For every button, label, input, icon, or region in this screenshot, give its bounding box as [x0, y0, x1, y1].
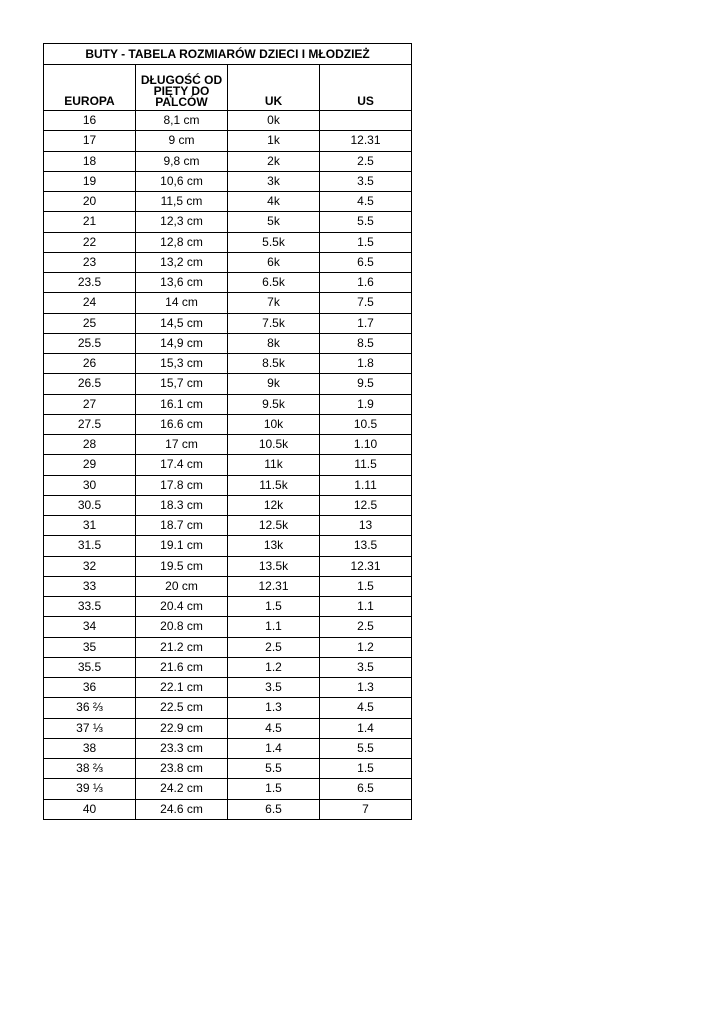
table-row	[44, 556, 412, 576]
us-cell: 11.5	[320, 455, 412, 475]
table-row	[44, 192, 412, 212]
table-row	[44, 394, 412, 414]
europa-cell: 33	[44, 576, 136, 596]
foot-length-cell: 14,5 cm	[136, 313, 228, 333]
foot-length-cell: 12,3 cm	[136, 212, 228, 232]
table-row	[44, 374, 412, 394]
us-cell: 1.6	[320, 273, 412, 293]
foot-length-cell: 22.1 cm	[136, 678, 228, 698]
foot-length-cell: 14 cm	[136, 293, 228, 313]
us-cell: 13	[320, 516, 412, 536]
uk-cell: 10.5k	[228, 435, 320, 455]
foot-length-cell: 14,9 cm	[136, 333, 228, 353]
table-row	[44, 657, 412, 677]
europa-cell: 40	[44, 799, 136, 819]
table-row	[44, 232, 412, 252]
europa-cell: 38	[44, 738, 136, 758]
us-cell: 8.5	[320, 333, 412, 353]
foot-length-cell: 21.6 cm	[136, 657, 228, 677]
uk-cell: 1.4	[228, 738, 320, 758]
foot-length-cell: 9,8 cm	[136, 151, 228, 171]
table-row	[44, 455, 412, 475]
table-row	[44, 698, 412, 718]
table-row	[44, 333, 412, 353]
us-cell: 4.5	[320, 698, 412, 718]
us-cell: 12.31	[320, 556, 412, 576]
europa-cell: 26.5	[44, 374, 136, 394]
foot-length-cell: 17.4 cm	[136, 455, 228, 475]
us-cell: 12.5	[320, 495, 412, 515]
europa-cell: 26	[44, 354, 136, 374]
europa-cell: 18	[44, 151, 136, 171]
europa-cell: 37 ⅓	[44, 718, 136, 738]
table-row	[44, 617, 412, 637]
uk-cell: 12.5k	[228, 516, 320, 536]
europa-cell: 38 ⅔	[44, 759, 136, 779]
uk-cell: 8.5k	[228, 354, 320, 374]
header-uk: UK	[228, 65, 320, 111]
uk-cell: 11k	[228, 455, 320, 475]
table-row	[44, 313, 412, 333]
us-cell: 1.2	[320, 637, 412, 657]
europa-cell: 25	[44, 313, 136, 333]
foot-length-cell: 15,7 cm	[136, 374, 228, 394]
europa-cell: 29	[44, 455, 136, 475]
foot-length-cell: 18.7 cm	[136, 516, 228, 536]
table-row	[44, 738, 412, 758]
europa-cell: 30.5	[44, 495, 136, 515]
uk-cell: 11.5k	[228, 475, 320, 495]
us-cell: 13.5	[320, 536, 412, 556]
europa-cell: 30	[44, 475, 136, 495]
table-row	[44, 151, 412, 171]
uk-cell: 13k	[228, 536, 320, 556]
table-row	[44, 252, 412, 272]
uk-cell: 10k	[228, 414, 320, 434]
table-row	[44, 678, 412, 698]
europa-cell: 28	[44, 435, 136, 455]
europa-cell: 23.5	[44, 273, 136, 293]
foot-length-cell: 20.4 cm	[136, 597, 228, 617]
uk-cell: 5.5	[228, 759, 320, 779]
uk-cell: 1k	[228, 131, 320, 151]
uk-cell: 6k	[228, 252, 320, 272]
us-cell: 2.5	[320, 151, 412, 171]
table-row	[44, 273, 412, 293]
us-cell: 5.5	[320, 212, 412, 232]
europa-cell: 27	[44, 394, 136, 414]
uk-cell: 9.5k	[228, 394, 320, 414]
europa-cell: 36	[44, 678, 136, 698]
europa-cell: 32	[44, 556, 136, 576]
us-cell: 1.7	[320, 313, 412, 333]
table-row	[44, 576, 412, 596]
us-cell: 7.5	[320, 293, 412, 313]
foot-length-cell: 23.3 cm	[136, 738, 228, 758]
uk-cell: 1.3	[228, 698, 320, 718]
us-cell	[320, 111, 412, 131]
uk-cell: 6.5	[228, 799, 320, 819]
europa-cell: 36 ⅔	[44, 698, 136, 718]
table-row	[44, 597, 412, 617]
us-cell: 1.11	[320, 475, 412, 495]
foot-length-cell: 21.2 cm	[136, 637, 228, 657]
table-row	[44, 293, 412, 313]
europa-cell: 22	[44, 232, 136, 252]
table-body	[44, 111, 412, 820]
table-row	[44, 354, 412, 374]
foot-length-cell: 16.1 cm	[136, 394, 228, 414]
europa-cell: 20	[44, 192, 136, 212]
table-header-row	[44, 65, 412, 111]
table-row	[44, 171, 412, 191]
table-row	[44, 212, 412, 232]
foot-length-cell: 10,6 cm	[136, 171, 228, 191]
uk-cell: 4k	[228, 192, 320, 212]
table-row	[44, 111, 412, 131]
table-row	[44, 718, 412, 738]
europa-cell: 34	[44, 617, 136, 637]
header-foot-length: DŁUGOŚĆ OD PIĘTY DO PALCÓW	[136, 65, 228, 111]
table-row	[44, 637, 412, 657]
us-cell: 10.5	[320, 414, 412, 434]
us-cell: 2.5	[320, 617, 412, 637]
header-europa: EUROPA	[44, 65, 136, 111]
us-cell: 6.5	[320, 779, 412, 799]
foot-length-cell: 22.5 cm	[136, 698, 228, 718]
us-cell: 1.5	[320, 232, 412, 252]
uk-cell: 1.1	[228, 617, 320, 637]
uk-cell: 2.5	[228, 637, 320, 657]
foot-length-cell: 19.1 cm	[136, 536, 228, 556]
europa-cell: 31.5	[44, 536, 136, 556]
us-cell: 1.5	[320, 759, 412, 779]
us-cell: 1.5	[320, 576, 412, 596]
us-cell: 4.5	[320, 192, 412, 212]
us-cell: 1.3	[320, 678, 412, 698]
table-row	[44, 475, 412, 495]
foot-length-cell: 15,3 cm	[136, 354, 228, 374]
table-row	[44, 435, 412, 455]
uk-cell: 1.5	[228, 597, 320, 617]
europa-cell: 31	[44, 516, 136, 536]
foot-length-cell: 20.8 cm	[136, 617, 228, 637]
size-chart-table	[43, 43, 412, 820]
table-row	[44, 495, 412, 515]
europa-cell: 33.5	[44, 597, 136, 617]
uk-cell: 2k	[228, 151, 320, 171]
europa-cell: 39 ⅓	[44, 779, 136, 799]
table-row	[44, 759, 412, 779]
table-row	[44, 779, 412, 799]
europa-cell: 35.5	[44, 657, 136, 677]
us-cell: 12.31	[320, 131, 412, 151]
uk-cell: 1.2	[228, 657, 320, 677]
uk-cell: 7.5k	[228, 313, 320, 333]
uk-cell: 1.5	[228, 779, 320, 799]
us-cell: 7	[320, 799, 412, 819]
uk-cell: 9k	[228, 374, 320, 394]
foot-length-cell: 12,8 cm	[136, 232, 228, 252]
uk-cell: 0k	[228, 111, 320, 131]
foot-length-cell: 23.8 cm	[136, 759, 228, 779]
uk-cell: 7k	[228, 293, 320, 313]
uk-cell: 12k	[228, 495, 320, 515]
europa-cell: 24	[44, 293, 136, 313]
uk-cell: 3k	[228, 171, 320, 191]
table-title-row	[44, 44, 412, 65]
us-cell: 1.1	[320, 597, 412, 617]
table-row	[44, 516, 412, 536]
us-cell: 9.5	[320, 374, 412, 394]
table-title: BUTY - TABELA ROZMIARÓW DZIECI I MŁODZIEŻ	[44, 44, 412, 65]
us-cell: 3.5	[320, 657, 412, 677]
foot-length-cell: 9 cm	[136, 131, 228, 151]
europa-cell: 19	[44, 171, 136, 191]
europa-cell: 16	[44, 111, 136, 131]
us-cell: 1.10	[320, 435, 412, 455]
europa-cell: 17	[44, 131, 136, 151]
us-cell: 1.8	[320, 354, 412, 374]
table-row	[44, 799, 412, 819]
uk-cell: 8k	[228, 333, 320, 353]
uk-cell: 6.5k	[228, 273, 320, 293]
uk-cell: 5.5k	[228, 232, 320, 252]
foot-length-cell: 24.6 cm	[136, 799, 228, 819]
europa-cell: 21	[44, 212, 136, 232]
foot-length-cell: 20 cm	[136, 576, 228, 596]
us-cell: 3.5	[320, 171, 412, 191]
table-row	[44, 536, 412, 556]
foot-length-cell: 22.9 cm	[136, 718, 228, 738]
table-row	[44, 414, 412, 434]
foot-length-cell: 13,6 cm	[136, 273, 228, 293]
uk-cell: 12.31	[228, 576, 320, 596]
foot-length-cell: 11,5 cm	[136, 192, 228, 212]
foot-length-cell: 19.5 cm	[136, 556, 228, 576]
foot-length-cell: 8,1 cm	[136, 111, 228, 131]
foot-length-cell: 17.8 cm	[136, 475, 228, 495]
us-cell: 5.5	[320, 738, 412, 758]
europa-cell: 27.5	[44, 414, 136, 434]
europa-cell: 35	[44, 637, 136, 657]
uk-cell: 4.5	[228, 718, 320, 738]
us-cell: 1.4	[320, 718, 412, 738]
europa-cell: 23	[44, 252, 136, 272]
us-cell: 6.5	[320, 252, 412, 272]
foot-length-cell: 18.3 cm	[136, 495, 228, 515]
europa-cell: 25.5	[44, 333, 136, 353]
foot-length-cell: 13,2 cm	[136, 252, 228, 272]
header-us: US	[320, 65, 412, 111]
us-cell: 1.9	[320, 394, 412, 414]
uk-cell: 13.5k	[228, 556, 320, 576]
uk-cell: 3.5	[228, 678, 320, 698]
uk-cell: 5k	[228, 212, 320, 232]
foot-length-cell: 24.2 cm	[136, 779, 228, 799]
foot-length-cell: 16.6 cm	[136, 414, 228, 434]
foot-length-cell: 17 cm	[136, 435, 228, 455]
table-row	[44, 131, 412, 151]
